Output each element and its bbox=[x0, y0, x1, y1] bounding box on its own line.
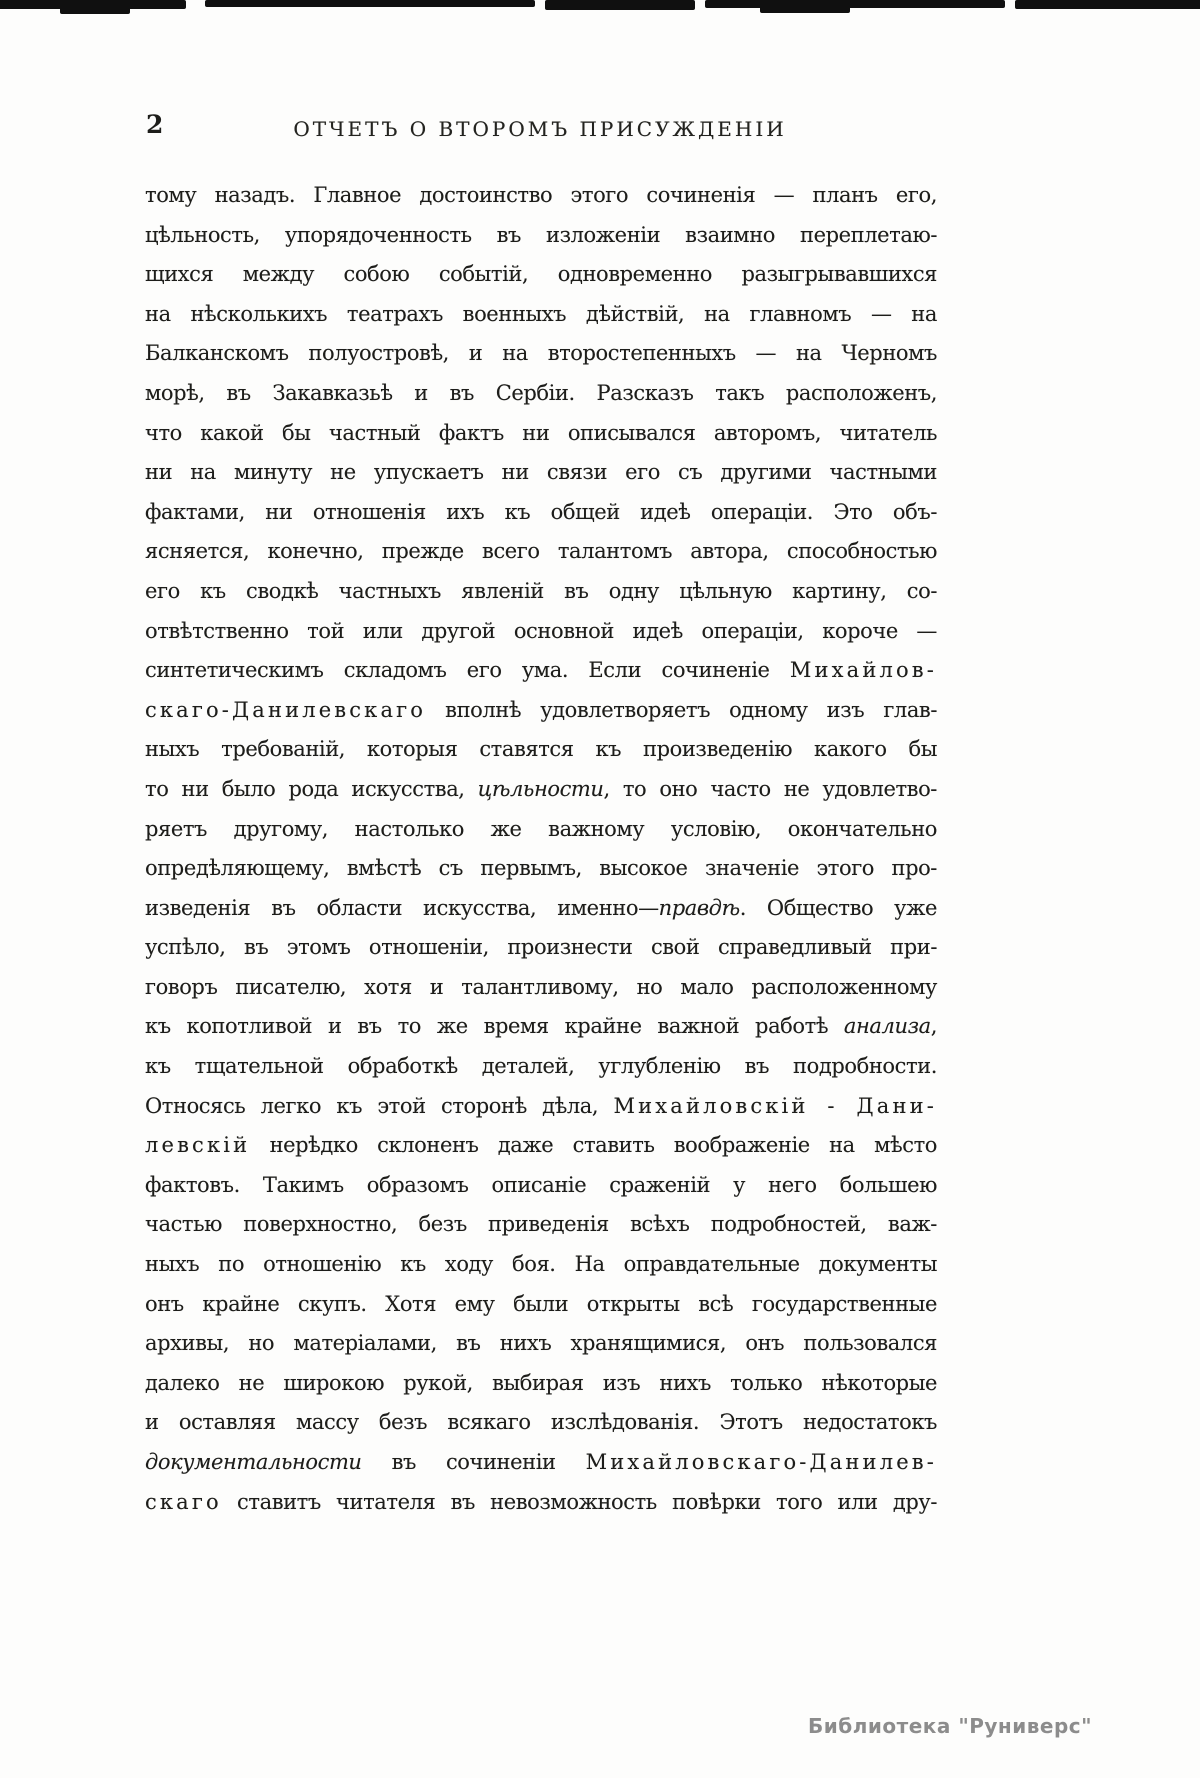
text-line bbox=[145, 770, 937, 810]
text-line bbox=[145, 928, 937, 968]
page-number: 2 bbox=[146, 110, 164, 139]
text-segment: онъ крайне скупъ. Хотя ему были открыты всѣ государственные bbox=[145, 1291, 937, 1316]
text-segment: къ копотливой и въ то же время крайне важной работѣ bbox=[145, 1014, 844, 1039]
text-line bbox=[145, 1403, 937, 1443]
text-line bbox=[145, 493, 937, 533]
text-line bbox=[145, 1443, 937, 1483]
text-segment: отвѣтственно той или другой основной идеѣ операціи, короче — bbox=[145, 618, 937, 643]
scan-artifact bbox=[760, 0, 850, 13]
italic-text: цѣльности bbox=[477, 776, 604, 801]
text-segment: синтетическимъ складомъ его ума. Если сочиненіе bbox=[145, 658, 790, 683]
text-segment: опредѣляющему, вмѣстѣ съ первымъ, высокое значеніе этого про- bbox=[145, 856, 937, 881]
text-segment: тому назадъ. Главное достоинство этого сочиненія — планъ его, bbox=[145, 183, 937, 207]
text-line bbox=[145, 849, 937, 889]
italic-text: документальности bbox=[145, 1450, 362, 1474]
text-line bbox=[145, 255, 937, 295]
text-segment: , то оно часто не удовлетво- bbox=[603, 776, 937, 801]
text-segment: къ тщательной обработкѣ деталей, углубленію въ подробности. bbox=[145, 1054, 937, 1079]
text-segment: на нѣсколькихъ театрахъ военныхъ дѣйствій, на главномъ — на bbox=[145, 301, 937, 326]
scan-artifact bbox=[705, 0, 1005, 8]
text-segment: то ни было рода искусства, bbox=[145, 776, 478, 801]
text-line bbox=[145, 1166, 937, 1206]
text-segment: Относясь легко къ этой сторонѣ дѣла, bbox=[145, 1093, 614, 1118]
text-segment: изведенія въ области искусства, именно— bbox=[145, 895, 659, 920]
text-segment: ясняется, конечно, прежде всего талантомъ автора, способностью bbox=[145, 539, 937, 564]
text-segment: его къ сводкѣ частныхъ явленій въ одну цѣльную картину, со- bbox=[145, 578, 937, 603]
text-segment: ни на минуту не упускаетъ ни связи его съ другими частными bbox=[145, 460, 937, 485]
text-segment: частью поверхностно, безъ приведенія всѣхъ подробностей, важ- bbox=[145, 1212, 937, 1237]
text-line bbox=[145, 1205, 937, 1245]
scan-artifact bbox=[545, 0, 695, 10]
text-line bbox=[145, 295, 937, 335]
text-line bbox=[145, 334, 937, 374]
text-line bbox=[145, 810, 937, 850]
text-line bbox=[145, 730, 937, 770]
running-header: ОТЧЕТЪ О ВТОРОМЪ ПРИСУЖДЕНІИ bbox=[293, 117, 787, 141]
text-segment: ныхъ по отношенію къ ходу боя. На оправдательные документы bbox=[145, 1252, 937, 1277]
text-segment: въ сочиненіи bbox=[361, 1450, 586, 1474]
text-segment: фактами, ни отношенія ихъ къ общей идеѣ операціи. Это объ- bbox=[145, 499, 937, 524]
italic-text: анализа bbox=[843, 1014, 931, 1039]
text-line bbox=[145, 453, 937, 493]
text-segment: щихся между собою событій, одновременно разыгрывавшихся bbox=[145, 262, 937, 287]
text-segment: ныхъ требованій, которыя ставятся къ произведенію какого бы bbox=[145, 737, 937, 762]
scan-artifact bbox=[205, 0, 535, 7]
text-line bbox=[145, 572, 937, 612]
text-line bbox=[145, 374, 937, 414]
text-segment: ставитъ читателя въ невозможность повѣрки того или дру- bbox=[221, 1489, 937, 1514]
body-text bbox=[145, 176, 937, 1522]
emphasized-name: Михайловскій - Дани- bbox=[613, 1093, 937, 1118]
text-segment: фактовъ. Такимъ образомъ описаніе сраженій у него большею bbox=[145, 1172, 937, 1197]
emphasized-name: скаго bbox=[145, 1489, 222, 1514]
text-segment: , bbox=[930, 1014, 937, 1039]
emphasized-name: скаго-Данилевскаго bbox=[145, 697, 427, 722]
text-segment: ряетъ другому, настолько же важному условію, окончательно bbox=[145, 816, 937, 841]
text-segment: архивы, но матеріалами, въ нихъ хранящимися, онъ пользовался bbox=[145, 1331, 937, 1356]
text-line bbox=[145, 176, 937, 216]
scan-artifact bbox=[1015, 0, 1200, 9]
text-line bbox=[145, 612, 937, 652]
text-line bbox=[145, 1047, 937, 1087]
text-line bbox=[145, 414, 937, 454]
text-segment: вполнѣ удовлетворяетъ одному изъ глав- bbox=[426, 697, 937, 722]
text-line bbox=[145, 1126, 937, 1166]
text-segment: далеко не широкою рукой, выбирая изъ нихъ только нѣкоторые bbox=[145, 1370, 937, 1395]
emphasized-name: левскій bbox=[145, 1133, 251, 1158]
emphasized-name: Михайлов- bbox=[789, 658, 937, 683]
text-segment: нерѣдко склоненъ даже ставить воображеніе на мѣсто bbox=[250, 1133, 937, 1158]
italic-text: правдѣ bbox=[658, 895, 740, 920]
scan-artifact bbox=[60, 0, 130, 14]
text-segment: морѣ, въ Закавказьѣ и въ Сербіи. Разсказъ такъ расположенъ, bbox=[145, 380, 937, 405]
text-line bbox=[145, 1324, 937, 1364]
text-line bbox=[145, 651, 937, 691]
text-line bbox=[145, 1483, 937, 1523]
text-line bbox=[145, 216, 937, 256]
text-line bbox=[145, 1364, 937, 1404]
text-line bbox=[145, 1007, 937, 1047]
text-segment: что какой бы частный фактъ ни описывался авторомъ, читатель bbox=[145, 420, 937, 445]
text-segment: цѣльность, упорядоченность въ изложеніи взаимно переплетаю- bbox=[145, 222, 937, 247]
text-segment: и оставляя массу безъ всякаго изслѣдованія. Этотъ недостатокъ bbox=[145, 1410, 937, 1435]
text-line bbox=[145, 532, 937, 572]
text-line bbox=[145, 1285, 937, 1325]
text-segment: говоръ писателю, хотя и талантливому, но мало расположенному bbox=[145, 974, 937, 999]
emphasized-name: Михайловскаго-Данилев- bbox=[585, 1450, 937, 1474]
text-line bbox=[145, 968, 937, 1008]
text-segment: Балканскомъ полуостровѣ, и на второстепенныхъ — на Черномъ bbox=[145, 341, 937, 366]
text-line bbox=[145, 691, 937, 731]
text-line bbox=[145, 889, 937, 929]
text-line bbox=[145, 1087, 937, 1127]
text-line bbox=[145, 1245, 937, 1285]
text-segment: . Общество уже bbox=[739, 895, 937, 920]
library-watermark: Библиотека "Руниверс" bbox=[808, 1714, 1093, 1738]
text-segment: успѣло, въ этомъ отношеніи, произнести свой справедливый при- bbox=[145, 935, 937, 960]
